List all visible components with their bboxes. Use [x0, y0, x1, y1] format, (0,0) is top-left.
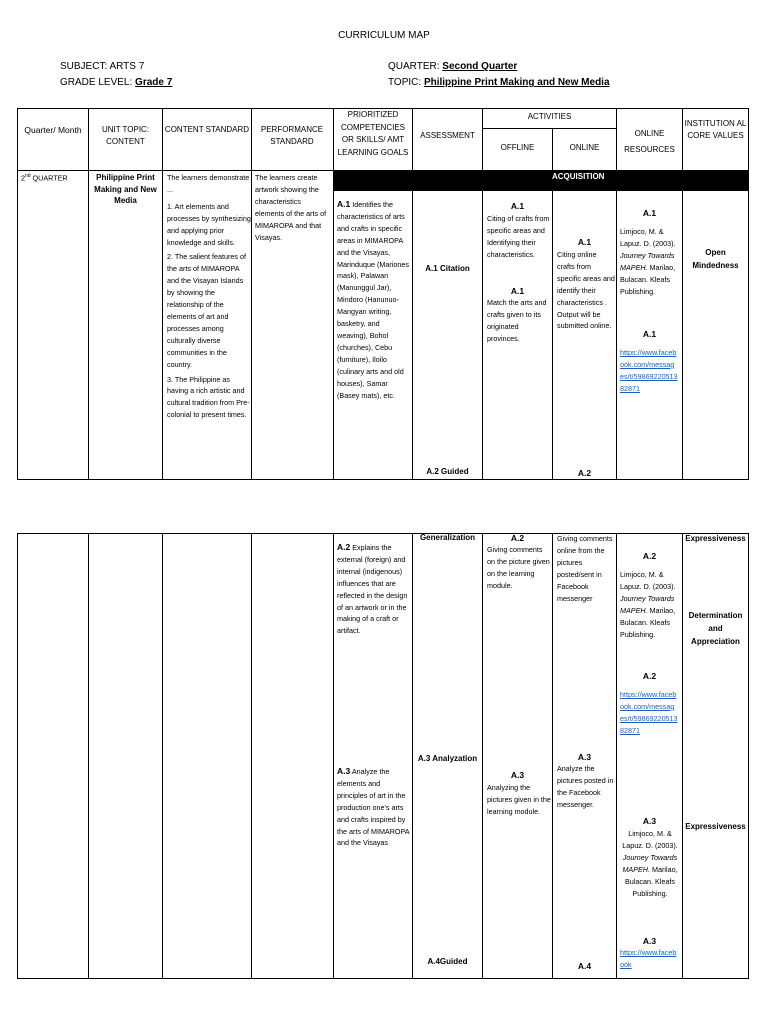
competency-a1-text: Identifies the characteristics of arts and crafts in specific areas in MIMAROPA and the Visayas, Marinduque (Mariones mask), Palawan (Manunggul Jar), Mindoro (Hanunuo-Mangyan writing, basketry, and weaving), Bohol (churches), Cebu (furniture), Iloilo (culinary arts and old houses), Samar (Basey mats), etc. [337, 200, 409, 400]
assessment-a4: A.4Guided [427, 957, 468, 966]
offline-a3-label: A.3 [510, 770, 525, 780]
subject-value: ARTS 7 [109, 61, 145, 72]
competency-a2-label: A.2 [337, 542, 351, 552]
col-header-online: ONLINE [569, 143, 600, 152]
performance-standard-cell: The learners create artwork showing the characteristics elements of the arts of MIMAROPA and that Visayas. [255, 173, 327, 242]
col-header-activities: ACTIVITIES [527, 112, 572, 121]
offline-a2-label: A.2 [510, 533, 525, 543]
online-a3-text: Analyze the pictures posted in the Facebook messenger. [557, 764, 614, 809]
content-standard-item-2: 2. The salient features of the arts of MIMAROPA and the Visayan Islands by showing the relationship of the elements of art and processes among culturally diverse communities in the country. [167, 252, 246, 369]
col-header-unit-topic: UNIT TOPIC: CONTENT [101, 125, 150, 146]
online-a1-text: Citing online crafts from specific areas and identify their characteristics . Output will be submitted online. [557, 250, 615, 331]
resource-a2-citation [620, 569, 680, 640]
assessment-a2: A.2 Guided [426, 467, 469, 476]
col-header-quarter: Quarter/ Month [24, 125, 82, 135]
resource-a2-link[interactable]: https://www.facebook.com/messages/t/5986922051382871 [620, 690, 678, 735]
resource-a3-citation [620, 828, 680, 899]
grade-value: Grade 7 [135, 77, 173, 88]
competency-a1 [337, 199, 411, 401]
quarter-ordinal: nd [25, 173, 31, 179]
core-value-determination: Determination and Appreciation [688, 611, 743, 646]
resource-a2-book-title: Journey Towards MAPEH. [620, 593, 675, 615]
quarter-value: Second Quarter [442, 61, 518, 72]
col-header-competencies: PRIORITIZED COMPETENCIES OR SKILLS/ AMT LEARNING GOALS [337, 110, 409, 157]
content-standard-cell [167, 172, 251, 421]
resource-a3-authors: Limjoco, M. & Lapuz. D. (2003). [622, 829, 678, 850]
resource-a1-citation [620, 226, 680, 297]
content-standard-intro: The learners demonstrate ... [167, 173, 250, 194]
offline-a1-text: Citing of crafts from specific areas and Identifying their characteristics. [487, 214, 550, 259]
resource-a3-link[interactable]: https://www.facebook [620, 948, 677, 969]
online-a2-label: A.2 [577, 468, 592, 478]
resource-a2-publisher: Marilao, Bulacan. Kleafs Publishing. [620, 605, 676, 639]
resource-a3b-label: A.3 [642, 936, 657, 946]
online-a4-label: A.4 [577, 961, 592, 971]
competency-a3-text: Analyze the elements and principles of art in the production one's arts and crafts inspired by the arts of MIMAROPA and the Visayas [337, 767, 410, 848]
competency-a3 [337, 766, 411, 849]
resource-a1-link[interactable]: https://www.facebook.com/messages/t/5986922051382871 [620, 348, 678, 393]
competency-a1-label: A.1 [337, 199, 351, 209]
resource-a1-book-title: Journey Towards MAPEH. [620, 250, 675, 272]
core-value-expressiveness-2: Expressiveness [685, 822, 746, 831]
resource-a1-label: A.1 [642, 208, 657, 218]
core-value-open-mindedness: Open Mindedness [692, 248, 739, 270]
col-header-core-values: INSTITUTION AL CORE VALUES [684, 119, 747, 140]
assessment-a3: A.3 Analyzation [417, 754, 478, 763]
content-standard-item-3: 3. The Philippine as having a rich artistic and cultural tradition from Pre-colonial to present times. [167, 374, 250, 420]
resource-a3-label: A.3 [642, 816, 657, 826]
resource-a1-authors: Limjoco, M. & Lapuz. D. (2003). [620, 227, 676, 248]
offline-a1b-text: Match the arts and crafts given to its originated provinces. [487, 298, 547, 343]
col-header-online-resources: ONLINE RESOURCES [624, 129, 675, 154]
quarter-text: QUARTER [30, 173, 68, 183]
resource-a1-publisher: Marilao, Bulacan. Kleafs Publishing. [620, 262, 676, 296]
col-header-assessment: ASSESSMENT [420, 131, 475, 140]
unit-topic-cell: Philippine Print Making and New Media [94, 173, 157, 205]
assessment-a1: A.1 Citation [425, 264, 470, 273]
offline-a3-text: Analyzing the pictures given in the learning module. [487, 783, 551, 816]
col-header-performance-standard: PERFORMANCE STANDARD [260, 125, 324, 146]
resource-a1b-label: A.1 [642, 329, 657, 339]
document-title: CURRICULUM MAP [338, 30, 430, 41]
online-a2-text: Giving comments online from the pictures posted/sent in Facebook messenger [557, 534, 613, 603]
col-header-content-standard: CONTENT STANDARD [164, 125, 250, 134]
resource-a2-authors: Limjoco, M. & Lapuz. D. (2003). [620, 570, 676, 591]
quarter-label: QUARTER: [388, 61, 440, 72]
offline-a1b-label: A.1 [510, 286, 525, 296]
section-acquisition: ACQUISITION [552, 172, 605, 181]
offline-a1-label: A.1 [510, 201, 525, 211]
online-a1-label: A.1 [577, 237, 592, 247]
competency-a3-label: A.3 [337, 766, 351, 776]
col-header-offline: OFFLINE [500, 143, 535, 152]
core-value-expressiveness: Expressiveness [685, 534, 746, 543]
topic-label: TOPIC: [388, 77, 422, 88]
topic-value: Philippine Print Making and New Media [423, 77, 610, 88]
subject-label: SUBJECT: [60, 61, 108, 72]
assessment-generalization: Generalization [419, 533, 476, 542]
offline-a2-text: Giving comments on the picture given on the learning module. [487, 545, 550, 590]
quarter-cell [21, 173, 68, 182]
resource-a2-label: A.2 [642, 551, 657, 561]
resource-a2b-label: A.2 [642, 671, 657, 681]
resource-a3-book-title: Journey Towards MAPEH. [622, 852, 678, 874]
content-standard-item-1: 1. Art elements and processes by synthesizing and applying prior knowledge and skills. [167, 201, 251, 247]
quarter-number: 2 [21, 173, 25, 183]
competency-a2-text: Explains the external (foreign) and internal (indigenous) influences that are reflected in the design of an artwork or in the making of a craft or artifact. [337, 543, 408, 636]
grade-label: GRADE LEVEL: [60, 77, 133, 88]
resource-a3-publisher: Marilao, Bulacan. Kleafs Publishing. [625, 864, 678, 898]
online-a3-label: A.3 [577, 752, 592, 762]
competency-a2 [337, 542, 411, 637]
